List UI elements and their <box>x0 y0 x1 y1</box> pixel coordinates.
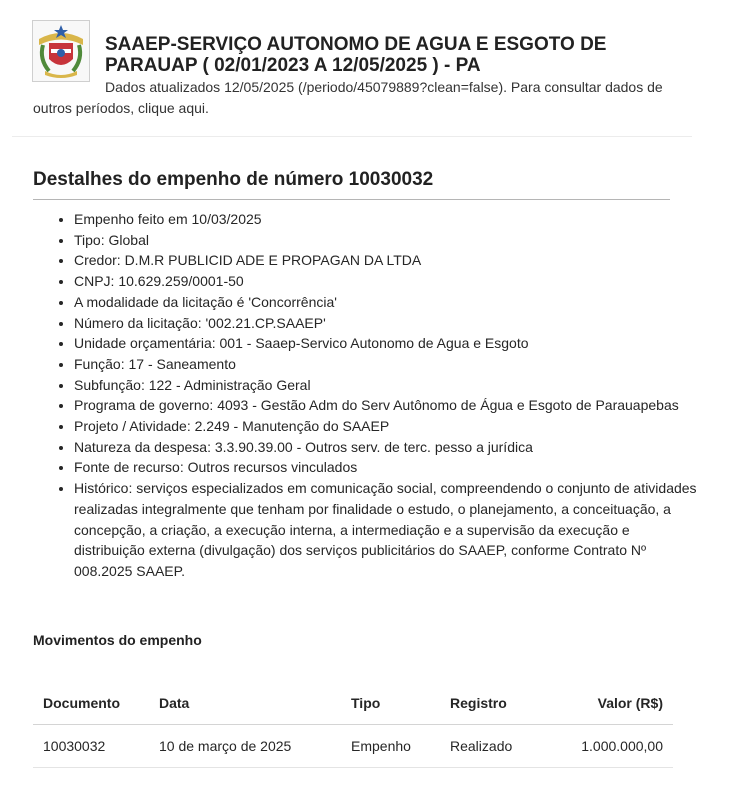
header-divider <box>12 136 692 137</box>
details-divider <box>33 199 670 200</box>
detail-cnpj: • CNPJ: 10.629.259/0001-50 <box>74 271 699 292</box>
detail-budget-unit: • Unidade orçamentária: 001 - Saaep-Servico Autonomo de Agua e Esgoto <box>74 333 699 354</box>
movements-title: Movimentos do empenho <box>33 632 202 648</box>
table-row <box>33 725 673 768</box>
update-info-link[interactable]: Dados atualizados 12/05/2025 (/periodo/45079889?clean=false). Para consultar dados de outros períodos, clique aqui. <box>33 79 663 116</box>
detail-creditor: • Credor: D.M.R PUBLICID ADE E PROPAGAN DA LTDA <box>74 250 699 271</box>
column-header-data: Data <box>149 682 341 725</box>
detail-expense-nature: • Natureza da despesa: 3.3.90.39.00 - Outros serv. de terc. pesso a jurídica <box>74 437 699 458</box>
para-state-coat-of-arms-icon <box>32 20 90 82</box>
detail-government-program: • Programa de governo: 4093 - Gestão Adm do Serv Autônomo de Água e Esgoto de Parauapebas <box>74 395 699 416</box>
cell-valor: 1.000.000,00 <box>566 725 673 768</box>
column-header-documento: Documento <box>33 682 149 725</box>
details-list <box>55 209 699 582</box>
page-header <box>0 0 732 136</box>
details-title: Destalhes do empenho de número 10030032 <box>33 169 434 190</box>
column-header-tipo: Tipo <box>341 682 440 725</box>
column-header-valor: Valor (R$) <box>566 682 673 725</box>
detail-project-activity: • Projeto / Atividade: 2.249 - Manutenção do SAAEP <box>74 416 699 437</box>
detail-history: • Histórico: serviços especializados em comunicação social, compreendendo o conjunto de atividades realizadas integralmente que tenham por finalidade o estudo, o planejamento, a conceituação, a concepção, a criação, a execução interna, a intermediação e a supervisão da execução e distribuição externa (divulgação) dos serviços publicitários do SAAEP, conforme Contrato Nº 008.2025 SAAEP. <box>74 478 699 582</box>
detail-bidding-number: • Número da licitação: '002.21.CP.SAAEP' <box>74 313 699 334</box>
detail-resource-source: • Fonte de recurso: Outros recursos vinculados <box>74 457 699 478</box>
cell-registro: Realizado <box>440 725 566 768</box>
detail-bidding-modality: • A modalidade da licitação é 'Concorrência' <box>74 292 699 313</box>
column-header-registro: Registro <box>440 682 566 725</box>
table-header-row <box>33 682 673 725</box>
detail-type: • Tipo: Global <box>74 230 699 251</box>
organization-title: SAAEP-SERVIÇO AUTONOMO DE AGUA E ESGOTO DE PARAUAP ( 02/01/2023 A 12/05/2025 ) - PA <box>105 34 607 76</box>
detail-function: • Função: 17 - Saneamento <box>74 354 699 375</box>
detail-date: • Empenho feito em 10/03/2025 <box>74 209 699 230</box>
cell-data: 10 de março de 2025 <box>149 725 341 768</box>
movements-table <box>33 682 673 768</box>
cell-documento: 10030032 <box>33 725 149 768</box>
detail-subfunction: • Subfunção: 122 - Administração Geral <box>74 375 699 396</box>
cell-tipo: Empenho <box>341 725 440 768</box>
